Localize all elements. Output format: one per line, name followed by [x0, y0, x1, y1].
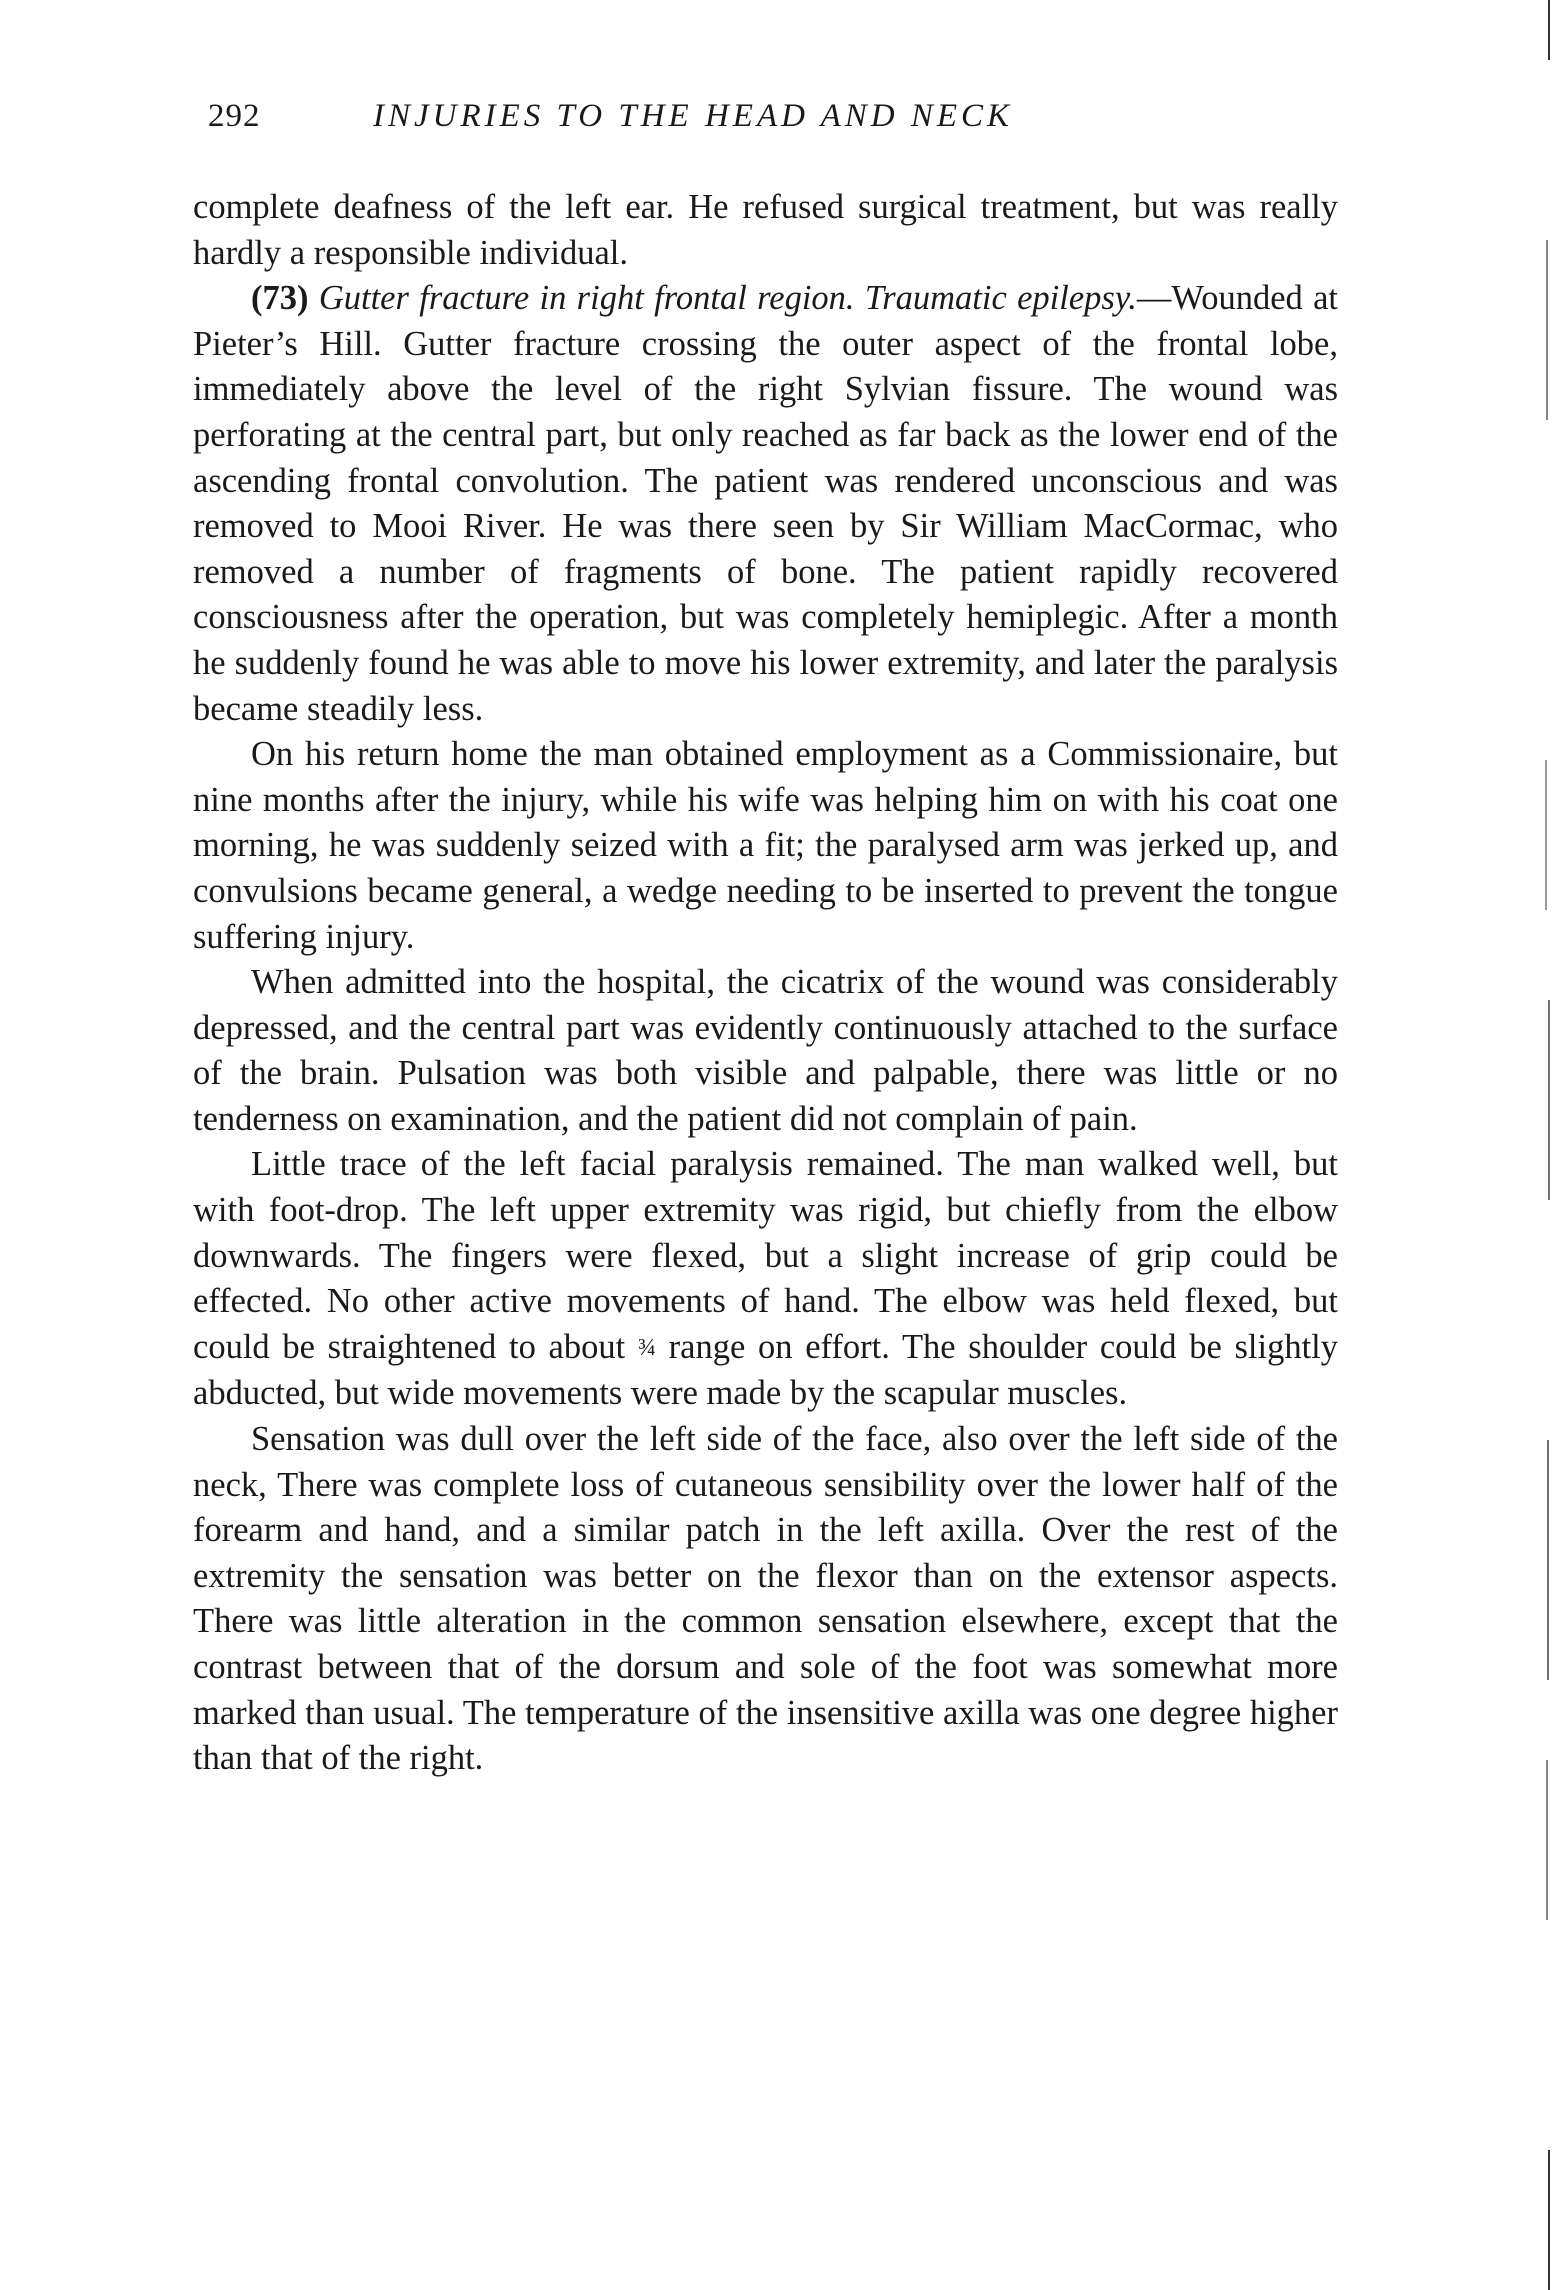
case-title: Gutter fracture in right frontal region. Traumatic epilepsy.	[318, 279, 1137, 318]
scan-edge-mark	[1546, 1760, 1548, 1920]
case-description: —Wounded at Pieter’s Hill. Gutter fracture crossing the outer aspect of the frontal lobe, immediately above the level of the right Sylvian fissure. The wound was perforating at the central part, but only reached as far back as the lower end of the ascending frontal convolution. The patient was rendered unconscious and was removed to Mooi River. He was there seen by Sir William MacCormac, who removed a number of fragments of bone. The patient rapidly recovered consciousness after the operation, but was completely hemiplegic. After a month he suddenly found he was able to move his lower extremity, and later the paralysis became steadily less.	[193, 279, 1339, 728]
page-number: 292	[208, 98, 261, 134]
scan-edge-mark	[1548, 2150, 1550, 2290]
scan-edge-mark	[1548, 0, 1550, 60]
paragraph-3: On his return home the man obtained employment as a Commissionaire, but nine months after the injury, while his wife was helping him on with his coat one morning, he was suddenly seized with a fit; the paralysed arm was jerked up, and convulsions became general, a wedge needing to be inserted to prevent the tongue suffering injury.	[193, 735, 1338, 956]
paragraph-1: complete deafness of the left ear. He refused surgical treatment, but was really hardly a responsible individual.	[193, 188, 1338, 272]
fraction-three-quarters: ¾	[637, 1334, 656, 1361]
paragraph-2	[193, 276, 1338, 732]
paragraph-6: Sensation was dull over the left side of the face, also over the left side of the neck, There was complete loss of cutaneous sensibility over the lower half of the forearm and hand, and a similar patch in the left axilla. Over the rest of the extremity the sensation was better on the flexor than on the extensor aspects. There was little alteration in the common sensation elsewhere, except that the contrast between that of the dorsum and sole of the foot was somewhat more marked than usual. The temperature of the insensitive axilla was one degree higher than that of the right.	[193, 1420, 1338, 1778]
paragraph-5-start: Little trace of the left facial paralysis remained. The man walked well, but with foot-drop. The left upper extremity was rigid, but chiefly from the elbow downwards. The fingers were flexed, but a slight increase of grip could be effected. No other active movements of hand. The elbow was held flexed, but could be straightened to about	[193, 1145, 1338, 1366]
running-head: INJURIES TO THE HEAD AND NECK	[373, 98, 1014, 134]
page-header	[193, 98, 1338, 144]
body-text	[193, 185, 1338, 1782]
scan-edge-mark	[1548, 1000, 1550, 1200]
paragraph-4: When admitted into the hospital, the cicatrix of the wound was considerably depressed, and the central part was evidently continuously attached to the surface of the brain. Pulsation was both visible and palpable, there was little or no tenderness on examination, and the patient did not complain of pain.	[193, 963, 1338, 1138]
scan-edge-mark	[1546, 240, 1548, 420]
paragraph-5-end: range on effort. The shoulder could be slightly abducted, but wide movements were made by the scapular muscles.	[193, 1327, 1339, 1413]
case-number: (73)	[251, 279, 309, 318]
scan-edge-mark	[1545, 760, 1547, 910]
paragraph-5	[193, 1142, 1338, 1417]
scan-edge-mark	[1547, 1440, 1549, 1680]
